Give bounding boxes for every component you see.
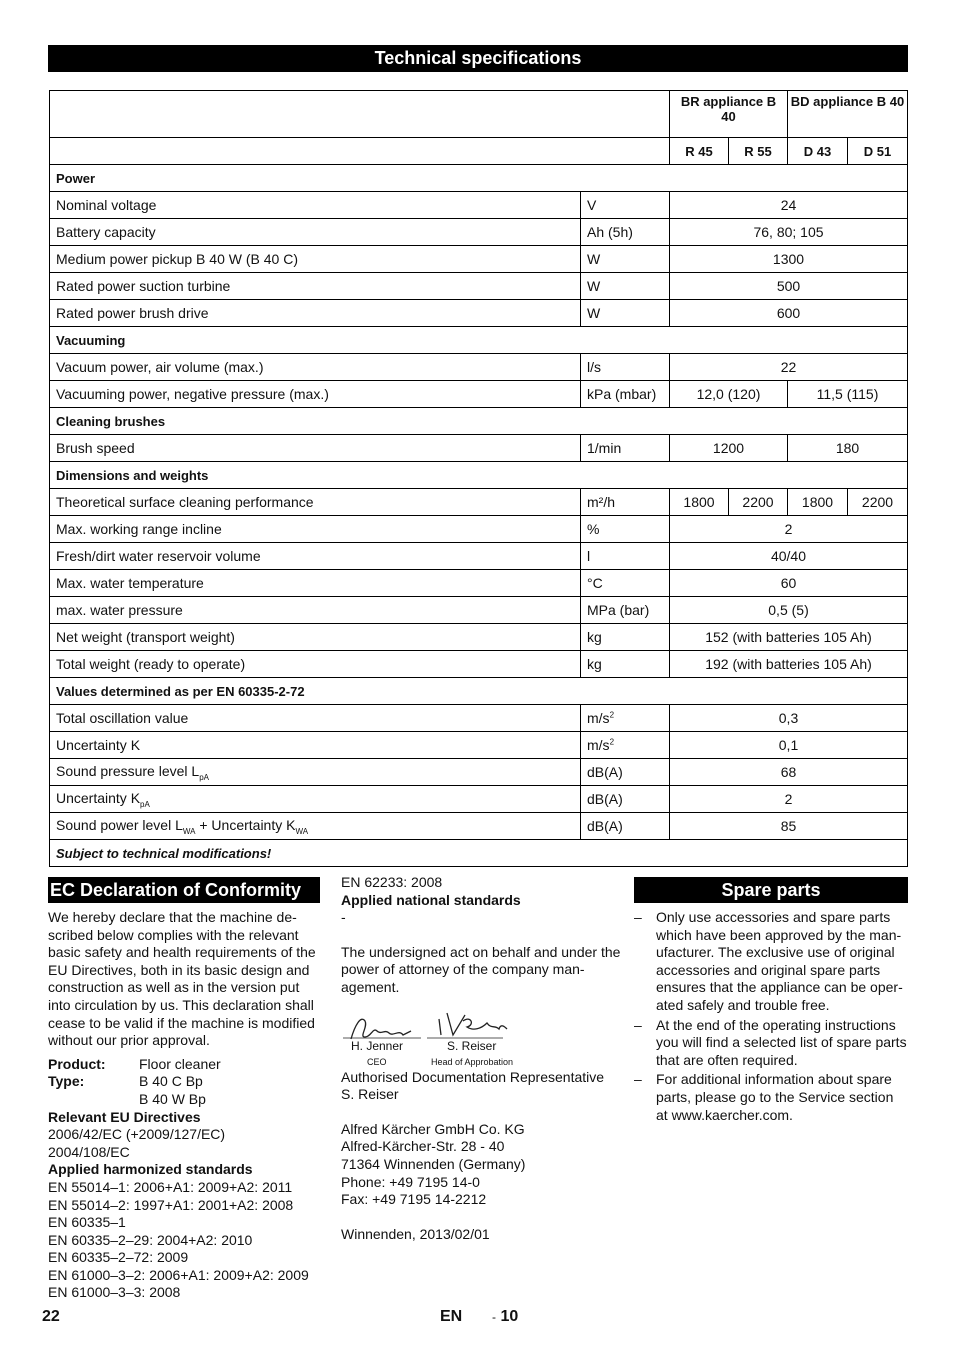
table-row <box>50 354 908 381</box>
row-label: max. water pressure <box>50 597 581 624</box>
standard: EN 61000–3–3: 2008 <box>48 1284 181 1301</box>
row-unit: dB(A) <box>581 759 670 786</box>
header-bd: BD appliance B 40 <box>788 91 908 138</box>
row-value: 152 (with batteries 105 Ah) <box>670 624 908 651</box>
header-br: BR appliance B 40 <box>670 91 788 138</box>
model-d51: D 51 <box>848 138 908 165</box>
table-row <box>50 651 908 678</box>
list-item: – For additional information about spare parts, please go to the Service section at www.kaercher.com. <box>634 1071 908 1124</box>
section-values: Values determined as per EN 60335-2-72 <box>50 678 908 705</box>
section-brushes: Cleaning brushes <box>50 408 908 435</box>
row-value-br: 1200 <box>670 435 788 462</box>
row-unit: l <box>581 543 670 570</box>
section-dimensions: Dimensions and weights <box>50 462 908 489</box>
row-label: Fresh/dirt water reservoir volume <box>50 543 581 570</box>
label-sub: pA <box>140 799 150 809</box>
type-values <box>139 1073 206 1108</box>
table-row <box>50 624 908 651</box>
signatory-1-role: CEO <box>367 1056 387 1067</box>
model-r45: R 45 <box>670 138 729 165</box>
signatures <box>341 1007 621 1069</box>
row-value: 0,3 <box>670 705 908 732</box>
list-item: – At the end of the operating instructions you will find a selected list of spare parts that are often required. <box>634 1017 908 1070</box>
row-label: Vacuum power, air volume (max.) <box>50 354 581 381</box>
row-label: Medium power pickup B 40 W (B 40 C) <box>50 246 581 273</box>
table-row <box>50 570 908 597</box>
label-sub: pA <box>199 772 209 782</box>
label-text: Sound pressure level L <box>56 762 200 779</box>
table-footnote: Subject to technical modifications! <box>50 840 908 867</box>
row-label <box>50 759 581 786</box>
row-value: 68 <box>670 759 908 786</box>
row-label: Max. water temperature <box>50 570 581 597</box>
address-line: Alfred Kärcher GmbH Co. KG <box>341 1120 525 1137</box>
standard: EN 55014–1: 2006+A1: 2009+A2: 2011 <box>48 1178 293 1195</box>
row-unit: kg <box>581 651 670 678</box>
undersigned-text: The undersigned act on behalf and under the power of attorney of the company management. <box>341 943 621 995</box>
ec-declaration-column <box>48 877 320 1302</box>
row-unit: dB(A) <box>581 786 670 813</box>
table-row <box>50 732 908 759</box>
place-date: Winnenden, 2013/02/01 <box>341 1225 490 1242</box>
row-value: 0,5 (5) <box>670 597 908 624</box>
label-sub: WA <box>295 826 309 836</box>
row-unit <box>581 732 670 759</box>
national-label: Applied national standards <box>341 891 521 908</box>
row-unit: kPa (mbar) <box>581 381 670 408</box>
row-value-bd: 11,5 (115) <box>788 381 908 408</box>
row-value: 22 <box>670 354 908 381</box>
row-unit: % <box>581 516 670 543</box>
row-label: Nominal voltage <box>50 192 581 219</box>
table-row <box>50 759 908 786</box>
representative-name: S. Reiser <box>341 1086 399 1103</box>
table-row <box>50 381 908 408</box>
ec-intro: We hereby declare that the machine described below complies with the relevant basic safety and health requirements of the EU Directives, both in its basic design and construction as well as in the version put into circulation by us. This declaration shall cease to be valid if the machine is modified without our prior approval. <box>48 909 316 1049</box>
signatory-1-name: H. Jenner <box>351 1038 404 1053</box>
address-line: Alfred-Kärcher-Str. 28 - 40 <box>341 1138 505 1155</box>
unit-text: m/s <box>587 737 610 753</box>
row-unit: V <box>581 192 670 219</box>
row-value-bd: 180 <box>788 435 908 462</box>
signatory-2-name: S. Reiser <box>447 1038 497 1053</box>
row-unit: MPa (bar) <box>581 597 670 624</box>
row-unit: m²/h <box>581 489 670 516</box>
row-unit: l/s <box>581 354 670 381</box>
section-power: Power <box>50 165 908 192</box>
row-value: 85 <box>670 813 908 840</box>
product-value: Floor cleaner <box>139 1055 221 1072</box>
row-label: Battery capacity <box>50 219 581 246</box>
row-value: 192 (with batteries 105 Ah) <box>670 651 908 678</box>
product-row <box>48 1056 320 1074</box>
row-label <box>50 786 581 813</box>
row-label: Vacuuming power, negative pressure (max.) <box>50 381 581 408</box>
table-row <box>50 489 908 516</box>
unit-sup: 2 <box>609 737 615 747</box>
table-header-groups <box>50 91 908 138</box>
row-unit: dB(A) <box>581 813 670 840</box>
row-value: 500 <box>670 273 908 300</box>
row-unit: kg <box>581 624 670 651</box>
table-row <box>50 219 908 246</box>
row-value: 2 <box>670 786 908 813</box>
row-value: 60 <box>670 570 908 597</box>
type-label: Type: <box>48 1073 85 1090</box>
national-value: - <box>341 909 346 926</box>
row-value-r45: 1800 <box>670 489 729 516</box>
table-row <box>50 273 908 300</box>
row-value-br: 12,0 (120) <box>670 381 788 408</box>
table-row <box>50 813 908 840</box>
standard: EN 60335–2–29: 2004+A2: 2010 <box>48 1231 253 1248</box>
representative-label: Authorised Documentation Representative <box>341 1068 605 1085</box>
row-unit: W <box>581 246 670 273</box>
row-unit: W <box>581 273 670 300</box>
row-label: Theoretical surface cleaning performance <box>50 489 581 516</box>
row-label <box>50 813 581 840</box>
table-row <box>50 435 908 462</box>
standard: EN 61000–3–2: 2006+A1: 2009+A2: 2009 <box>48 1266 309 1283</box>
label-sub: WA <box>182 826 196 836</box>
header-blank <box>50 91 670 138</box>
unit-sup: 2 <box>609 710 615 720</box>
row-label: Rated power brush drive <box>50 300 581 327</box>
standard: EN 60335–1 <box>48 1214 126 1231</box>
row-unit: °C <box>581 570 670 597</box>
type-row <box>48 1073 320 1108</box>
label-text: + Uncertainty K <box>195 816 296 833</box>
address-line: 71364 Winnenden (Germany) <box>341 1155 526 1172</box>
type-value: B 40 C Bp <box>139 1073 203 1090</box>
table-row <box>50 543 908 570</box>
sub-page-dash: - <box>492 1310 496 1324</box>
row-value: 76, 80; 105 <box>670 219 908 246</box>
sub-page-number <box>492 1308 518 1326</box>
page-title: Technical specifications <box>48 45 908 72</box>
row-label: Net weight (transport weight) <box>50 624 581 651</box>
sub-page-value: 10 <box>500 1308 519 1325</box>
row-value: 24 <box>670 192 908 219</box>
row-unit: Ah (5h) <box>581 219 670 246</box>
label-text: Uncertainty K <box>56 789 141 806</box>
row-value: 0,1 <box>670 732 908 759</box>
product-label: Product: <box>48 1055 106 1072</box>
row-value: 1300 <box>670 246 908 273</box>
row-value: 600 <box>670 300 908 327</box>
directive: 2004/108/EC <box>48 1143 130 1160</box>
table-row <box>50 246 908 273</box>
header-blank <box>50 138 670 165</box>
ec-heading: EC Declaration of Conformity <box>48 877 320 903</box>
table-row <box>50 597 908 624</box>
table-header-models <box>50 138 908 165</box>
spare-parts-column <box>634 877 908 1126</box>
signatory-2-role: Head of Approbation <box>431 1056 514 1067</box>
row-label: Uncertainty K <box>50 732 581 759</box>
row-value: 2 <box>670 516 908 543</box>
ec-declaration-column-2 <box>341 874 621 1243</box>
table-row <box>50 192 908 219</box>
row-value-d51: 2200 <box>848 489 908 516</box>
table-row <box>50 786 908 813</box>
section-vacuuming: Vacuuming <box>50 327 908 354</box>
directives-label: Relevant EU Directives <box>48 1108 201 1125</box>
row-label: Rated power suction turbine <box>50 273 581 300</box>
directive: 2006/42/EC (+2009/127/EC) <box>48 1126 226 1143</box>
unit-text: m/s <box>587 710 610 726</box>
list-item: – Only use accessories and spare parts which have been approved by the manufacturer. The exclusive use of original accessories and original spare parts ensures that the appliance can be operated safely and trouble free. <box>634 909 908 1015</box>
standard: EN 62233: 2008 <box>341 874 443 890</box>
spec-table <box>49 90 908 867</box>
label-text: Sound power level L <box>56 816 183 833</box>
row-label: Brush speed <box>50 435 581 462</box>
harmonized-label: Applied harmonized standards <box>48 1161 253 1178</box>
address-line: Fax: +49 7195 14-2212 <box>341 1191 487 1208</box>
address-line: Phone: +49 7195 14-0 <box>341 1173 480 1190</box>
table-row <box>50 516 908 543</box>
spare-heading: Spare parts <box>634 877 908 903</box>
type-value: B 40 W Bp <box>139 1090 206 1107</box>
model-d43: D 43 <box>788 138 848 165</box>
spare-list <box>634 909 908 1124</box>
row-value: 40/40 <box>670 543 908 570</box>
standard: EN 60335–2–72: 2009 <box>48 1249 189 1266</box>
table-row <box>50 705 908 732</box>
row-value-d43: 1800 <box>788 489 848 516</box>
row-label: Total oscillation value <box>50 705 581 732</box>
row-unit: W <box>581 300 670 327</box>
row-value-r55: 2200 <box>729 489 788 516</box>
table-row <box>50 300 908 327</box>
row-label: Max. working range incline <box>50 516 581 543</box>
row-unit: 1/min <box>581 435 670 462</box>
standard: EN 55014–2: 1997+A1: 2001+A2: 2008 <box>48 1196 294 1213</box>
language-code: EN <box>440 1308 463 1325</box>
model-r55: R 55 <box>729 138 788 165</box>
row-unit <box>581 705 670 732</box>
page-number: 22 <box>42 1308 60 1325</box>
row-label: Total weight (ready to operate) <box>50 651 581 678</box>
